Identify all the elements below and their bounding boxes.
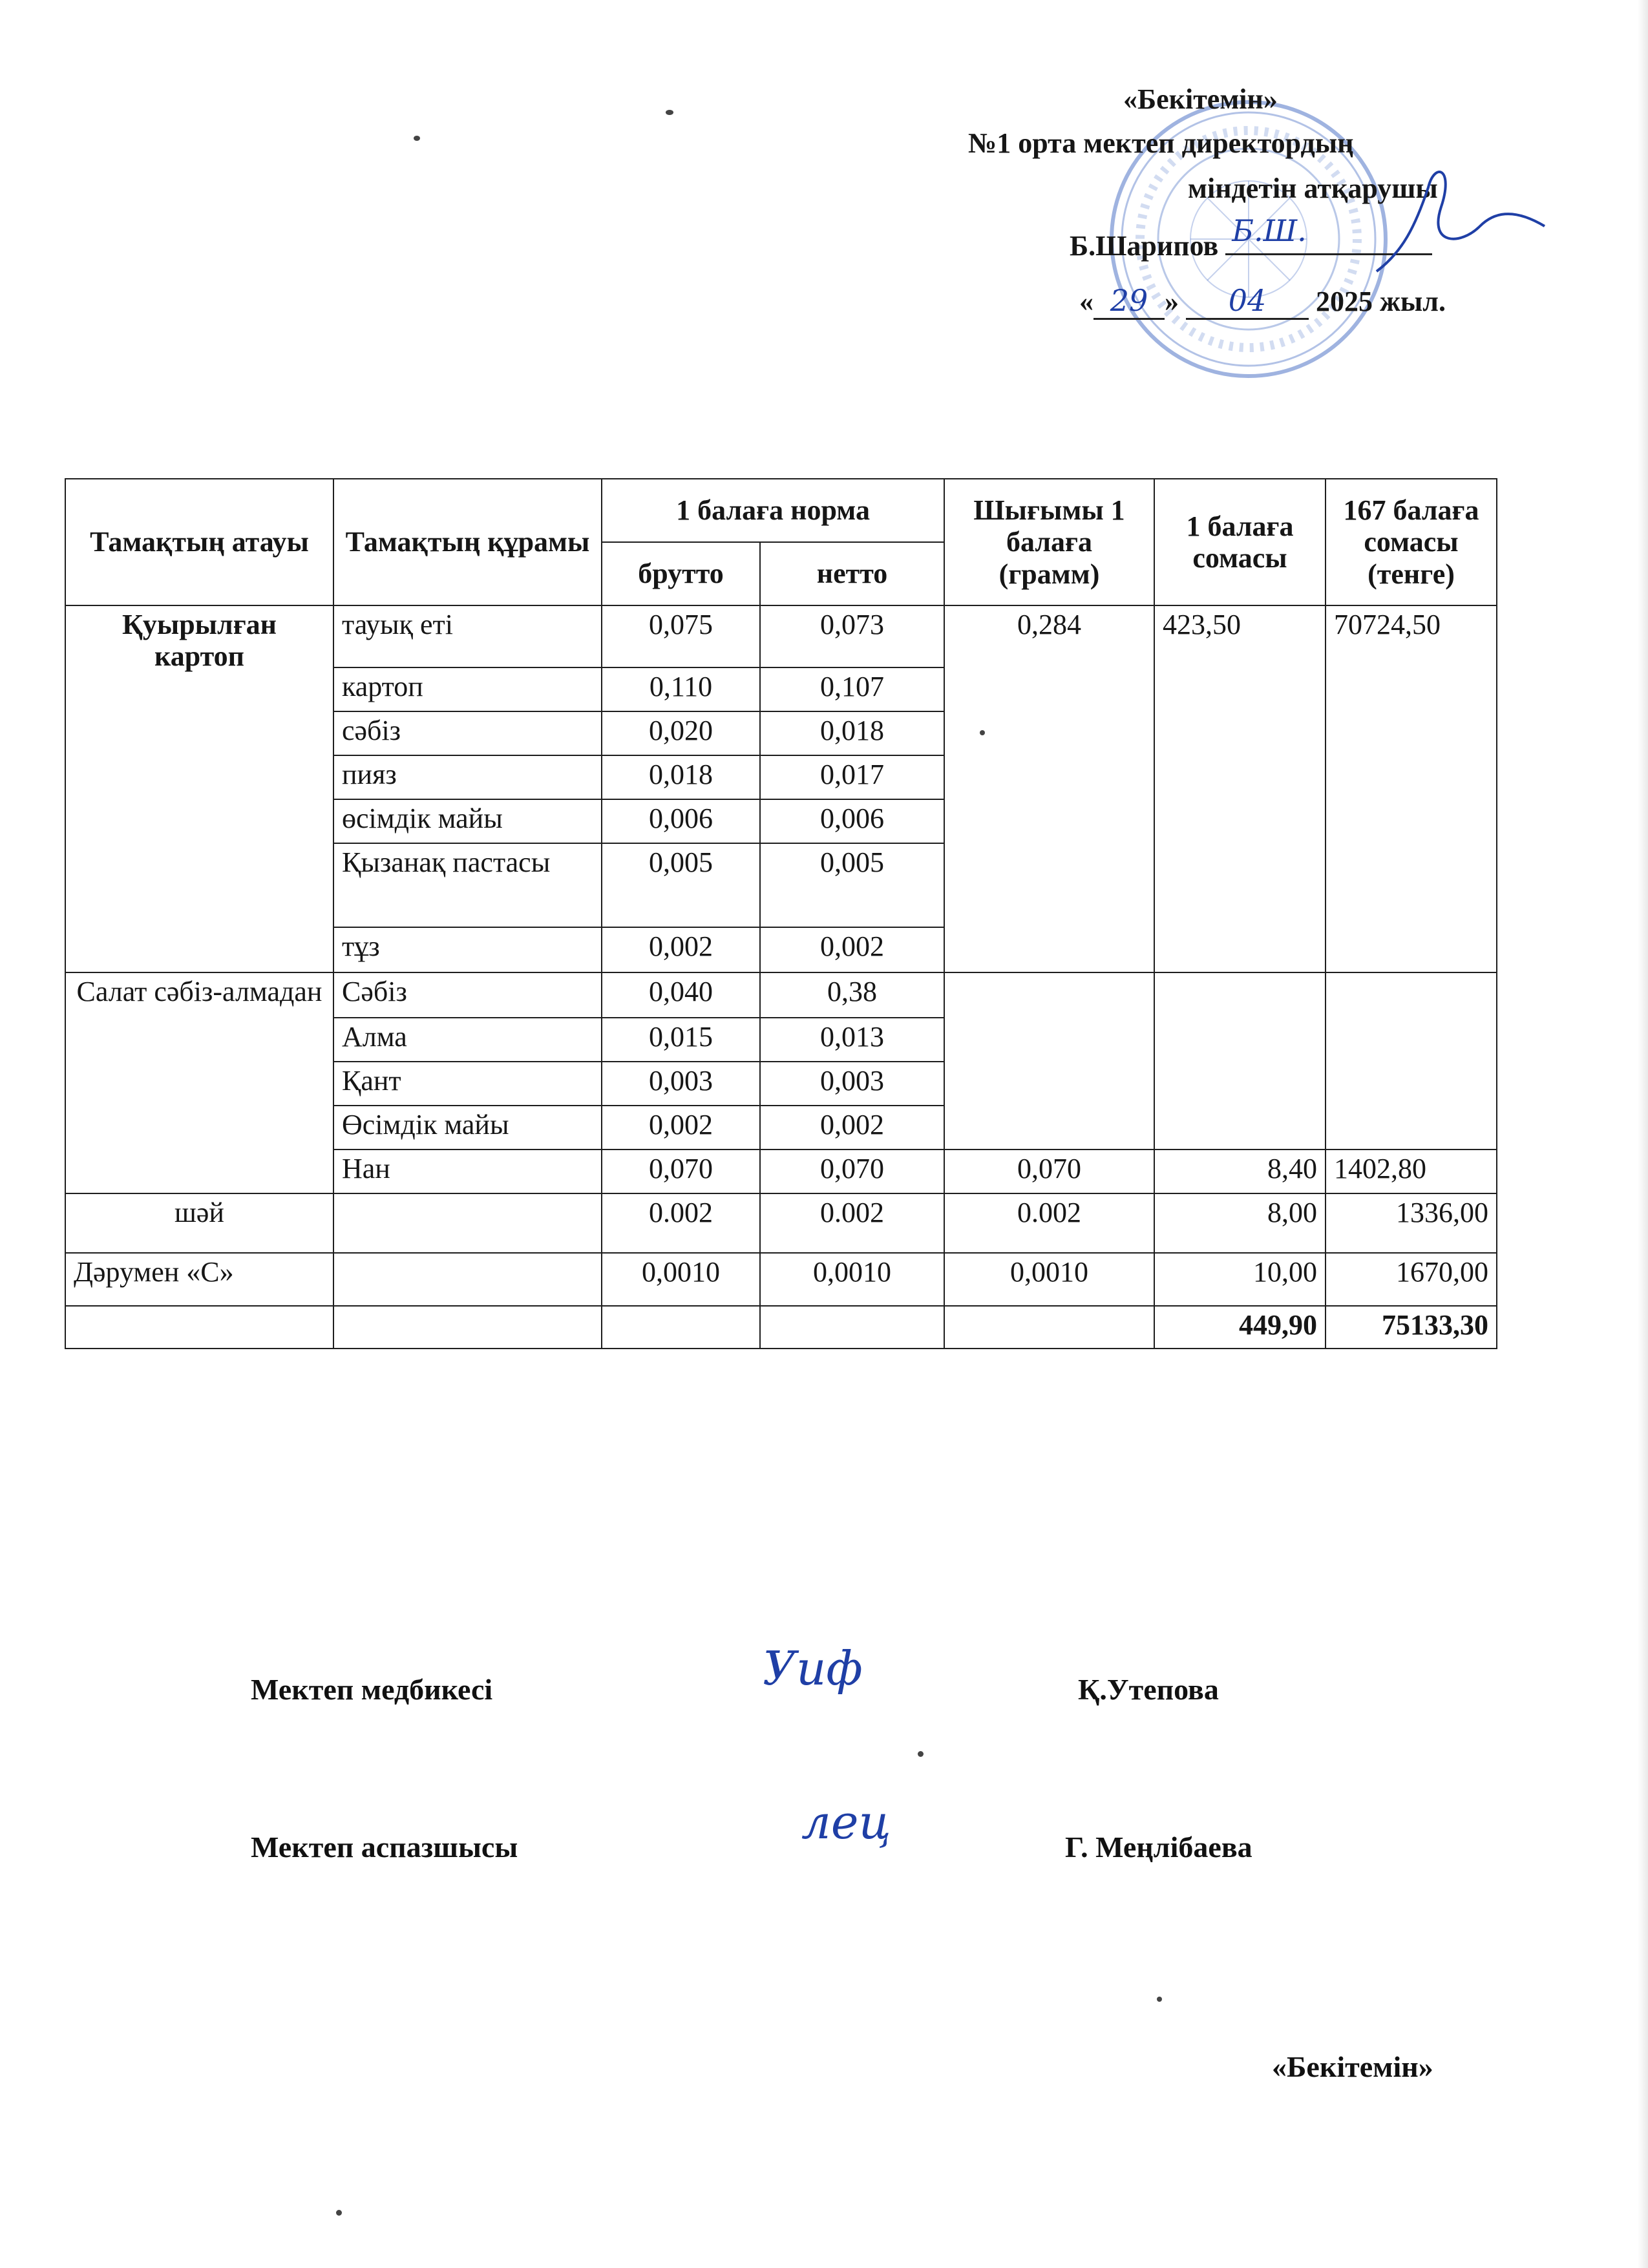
cost-one-cell: 10,00: [1154, 1253, 1326, 1306]
ingredient-cell: тұз: [333, 927, 602, 972]
director-signature-stroke: [1364, 149, 1558, 291]
ingredient-cell: Нан: [333, 1150, 602, 1193]
ingredient-cell: өсімдік майы: [333, 799, 602, 843]
director-name: Б.Шарипов: [1070, 230, 1219, 262]
brutto-cell: 0,003: [602, 1062, 760, 1106]
approval-date: [1079, 283, 1446, 320]
cost-total-cell: 1670,00: [1326, 1253, 1497, 1306]
scan-speck: [336, 2210, 342, 2216]
dish-name-cell: Дәрумен «С»: [65, 1253, 333, 1306]
brutto-cell: 0,075: [602, 605, 760, 667]
ingredient-cell: Өсімдік майы: [333, 1106, 602, 1150]
netto-cell: 0,073: [760, 605, 944, 667]
scan-speck: [414, 136, 420, 141]
netto-cell: 0,0010: [760, 1253, 944, 1306]
netto-cell: 0,013: [760, 1018, 944, 1062]
cook-signature: лец: [801, 1795, 891, 1849]
cost-one-cell: 423,50: [1154, 605, 1326, 972]
dish-name-cell: Қуырылған картоп: [65, 605, 333, 972]
totals-row: [65, 1306, 1497, 1349]
table-row: [65, 1253, 1497, 1306]
nurse-title: Мектеп медбикесі: [251, 1673, 493, 1706]
empty-cell: [65, 1306, 333, 1349]
table-row: [65, 605, 1497, 667]
brutto-cell: 0.002: [602, 1193, 760, 1253]
date-year: 2025 жыл.: [1316, 286, 1446, 317]
date-day-line: [1093, 283, 1165, 320]
total-cost-total: 75133,30: [1326, 1306, 1497, 1349]
ingredient-cell: тауық еті: [333, 605, 602, 667]
ingredient-cell: Алма: [333, 1018, 602, 1062]
ingredient-cell: [333, 1253, 602, 1306]
ingredient-cell: картоп: [333, 667, 602, 711]
netto-cell: 0,018: [760, 711, 944, 755]
brutto-cell: 0,040: [602, 972, 760, 1018]
yield-cell: [944, 972, 1154, 1150]
scan-speck: [918, 1751, 924, 1757]
cost-one-cell: 8,40: [1154, 1150, 1326, 1193]
ingredient-cell: Сәбіз: [333, 972, 602, 1018]
director-signature: Б.Ш.: [1232, 213, 1307, 248]
header-brutto: брутто: [602, 542, 760, 605]
footer-approval-title: «Бекітемін»: [1272, 2050, 1433, 2083]
brutto-cell: 0,020: [602, 711, 760, 755]
cost-total-cell: 70724,50: [1326, 605, 1497, 972]
approval-title: «Бекітемін»: [1123, 83, 1278, 115]
brutto-cell: 0,002: [602, 927, 760, 972]
header-composition: Тамақтың құрамы: [333, 479, 602, 605]
netto-cell: 0,005: [760, 843, 944, 927]
empty-cell: [944, 1306, 1154, 1349]
brutto-cell: 0,002: [602, 1106, 760, 1150]
cost-one-cell: [1154, 972, 1326, 1150]
cost-total-cell: 1402,80: [1326, 1150, 1497, 1193]
header-cost-one: 1 балаға сомасы: [1154, 479, 1326, 605]
header-norm-group: 1 балаға норма: [602, 479, 944, 542]
scan-edge: [1638, 0, 1648, 2268]
netto-cell: 0,003: [760, 1062, 944, 1106]
cost-total-cell: 1336,00: [1326, 1193, 1497, 1253]
ingredient-cell: Қант: [333, 1062, 602, 1106]
scan-speck: [666, 110, 673, 115]
yield-cell: 0.002: [944, 1193, 1154, 1253]
header-cost-total: 167 балаға сомасы (тенге): [1326, 479, 1497, 605]
yield-cell: 0,070: [944, 1150, 1154, 1193]
nurse-name: Қ.Утепова: [1078, 1673, 1219, 1706]
date-quote-close: »: [1165, 286, 1179, 317]
scan-speck: [1157, 1997, 1162, 2002]
table-row: [65, 972, 1497, 1018]
brutto-cell: 0,110: [602, 667, 760, 711]
netto-cell: 0,002: [760, 927, 944, 972]
header-yield: Шығымы 1 балаға (грамм): [944, 479, 1154, 605]
cook-title: Мектеп аспазшысы: [251, 1831, 518, 1864]
brutto-cell: 0,015: [602, 1018, 760, 1062]
netto-cell: 0,006: [760, 799, 944, 843]
netto-cell: 0,38: [760, 972, 944, 1018]
brutto-cell: 0,006: [602, 799, 760, 843]
netto-cell: 0,002: [760, 1106, 944, 1150]
date-month-line: [1186, 283, 1309, 320]
approval-role-line: міндетін атқарушы: [1188, 173, 1438, 204]
yield-cell: 0,284: [944, 605, 1154, 972]
table-row: [65, 1193, 1497, 1253]
date-day: 29: [1110, 283, 1148, 318]
empty-cell: [602, 1306, 760, 1349]
dish-name-cell: Салат сәбіз-алмадан: [65, 972, 333, 1193]
ingredient-cell: пияз: [333, 755, 602, 799]
dish-name-cell: шәй: [65, 1193, 333, 1253]
brutto-cell: 0,005: [602, 843, 760, 927]
approval-school-line: №1 орта мектеп директордың: [968, 127, 1354, 159]
cook-name: Г. Меңлібаева: [1065, 1831, 1252, 1864]
empty-cell: [760, 1306, 944, 1349]
ingredient-cell: Қызанақ пастасы: [333, 843, 602, 927]
netto-cell: 0,107: [760, 667, 944, 711]
ingredient-cell: [333, 1193, 602, 1253]
header-dish-name: Тамақтың атауы: [65, 479, 333, 605]
cost-one-cell: 8,00: [1154, 1193, 1326, 1253]
total-cost-one: 449,90: [1154, 1306, 1326, 1349]
brutto-cell: 0,070: [602, 1150, 760, 1193]
ingredient-cell: сәбіз: [333, 711, 602, 755]
netto-cell: 0.002: [760, 1193, 944, 1253]
brutto-cell: 0,018: [602, 755, 760, 799]
yield-cell: 0,0010: [944, 1253, 1154, 1306]
netto-cell: 0,070: [760, 1150, 944, 1193]
brutto-cell: 0,0010: [602, 1253, 760, 1306]
netto-cell: 0,017: [760, 755, 944, 799]
menu-cost-table: [65, 478, 1497, 1349]
empty-cell: [333, 1306, 602, 1349]
date-month: 04: [1228, 283, 1267, 318]
date-quote-open: «: [1079, 286, 1093, 317]
header-netto: нетто: [760, 542, 944, 605]
nurse-signature: Уиф: [763, 1641, 863, 1696]
cost-total-cell: [1326, 972, 1497, 1150]
